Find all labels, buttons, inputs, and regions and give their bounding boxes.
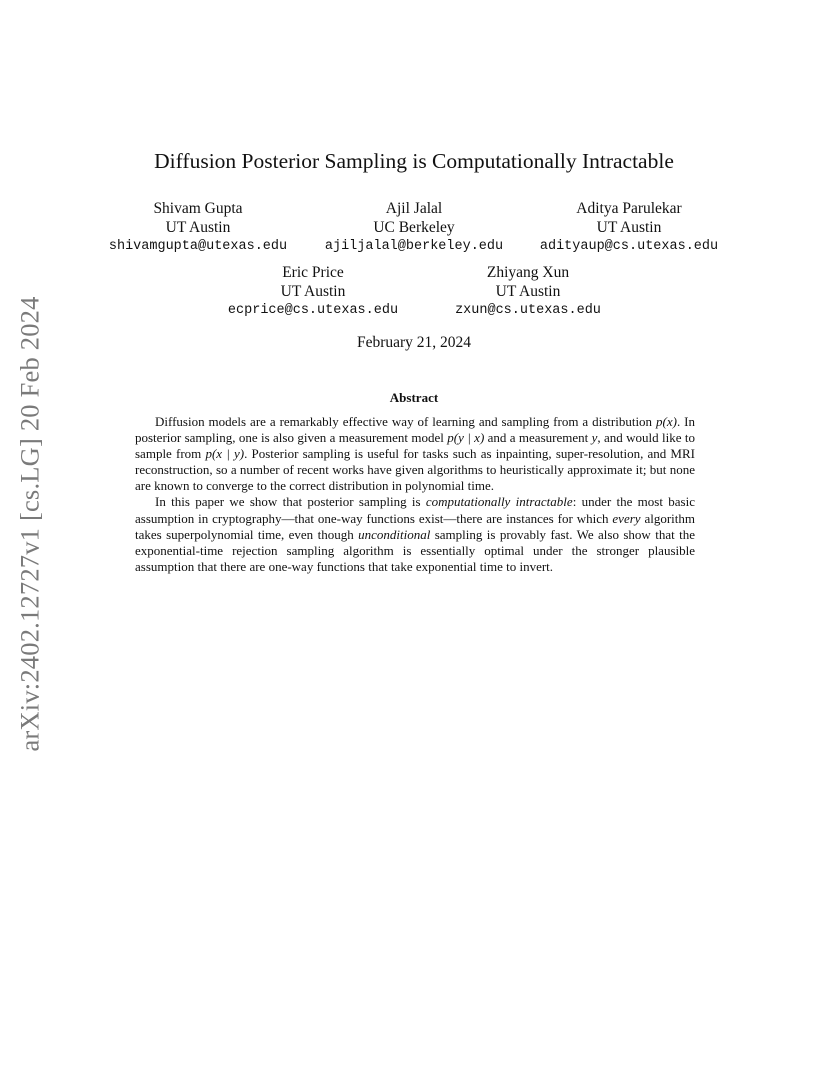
- publication-date: February 21, 2024: [356, 334, 472, 351]
- math-inline: y: [591, 430, 598, 446]
- author-email[interactable]: ajiljalal@berkeley.edu: [324, 239, 504, 254]
- arxiv-identifier-text: arXiv:2402.12727v1 [cs.LG] 20 Feb 2024: [14, 296, 45, 752]
- abstract-text: In this paper we show that posterior sampling is: [155, 494, 426, 510]
- author-block: [83, 199, 313, 256]
- paper-title: Diffusion Posterior Sampling is Computationally Intractable: [154, 149, 674, 173]
- author-email[interactable]: zxun@cs.utexas.edu: [455, 303, 601, 318]
- author-email[interactable]: ecprice@cs.utexas.edu: [227, 303, 399, 318]
- math-inline: p(y | x): [447, 430, 485, 446]
- author-affiliation: UC Berkeley: [373, 219, 455, 236]
- abstract-text: . In posterior sampling, one is also given a measurement model: [135, 414, 695, 446]
- author-email[interactable]: shivamgupta@utexas.edu: [108, 239, 288, 254]
- abstract-heading: Abstract: [389, 390, 439, 405]
- abstract-paragraph: [135, 414, 695, 494]
- author-block: [514, 199, 744, 256]
- author-name: Aditya Parulekar: [576, 200, 682, 217]
- author-name: Zhiyang Xun: [486, 264, 570, 281]
- author-email[interactable]: adityaup@cs.utexas.edu: [539, 239, 719, 254]
- author-name: Shivam Gupta: [153, 200, 243, 217]
- arxiv-identifier-stamp: [10, 287, 50, 761]
- emphasis-text: unconditional: [358, 526, 431, 542]
- author-affiliation: UT Austin: [165, 219, 231, 236]
- abstract-text: : under the most basic assumption in cryptography—that one-way functions exist—there are instances for which: [135, 494, 695, 526]
- abstract-body: [135, 414, 695, 575]
- author-affiliation: UT Austin: [495, 283, 561, 300]
- math-inline: p(x | y): [205, 446, 245, 462]
- abstract-text: , and would like to sample from: [135, 430, 695, 462]
- math-inline: p(x): [656, 414, 677, 429]
- author-block: [198, 263, 428, 320]
- abstract-text: algorithm takes superpolynomial time, even though: [135, 510, 696, 542]
- author-block: [413, 263, 643, 320]
- abstract-text: sampling is provably fast. We also show that the exponential-time rejection sampling algorithm is essentially optimal under the stronger plausible assumption that there are one-way functions that take exponential time to invert.: [135, 526, 695, 574]
- author-block: [299, 199, 529, 256]
- author-name: Ajil Jalal: [385, 200, 443, 217]
- emphasis-text: every: [612, 510, 641, 526]
- abstract-text: Diffusion models are a remarkably effective way of learning and sampling from a distribution: [155, 414, 657, 429]
- abstract-text: and a measurement: [484, 430, 592, 446]
- abstract-text: . Posterior sampling is useful for tasks such as inpainting, super-resolution, and MRI reconstruction, so a number of recent works have given algorithms to heuristically approximate it; but none are known to converge to the correct distribution in polynomial time.: [135, 446, 695, 494]
- author-affiliation: UT Austin: [280, 283, 346, 300]
- emphasis-text: computationally intractable: [425, 494, 573, 510]
- author-name: Eric Price: [282, 264, 344, 281]
- abstract-paragraph: [135, 494, 695, 574]
- author-affiliation: UT Austin: [596, 219, 662, 236]
